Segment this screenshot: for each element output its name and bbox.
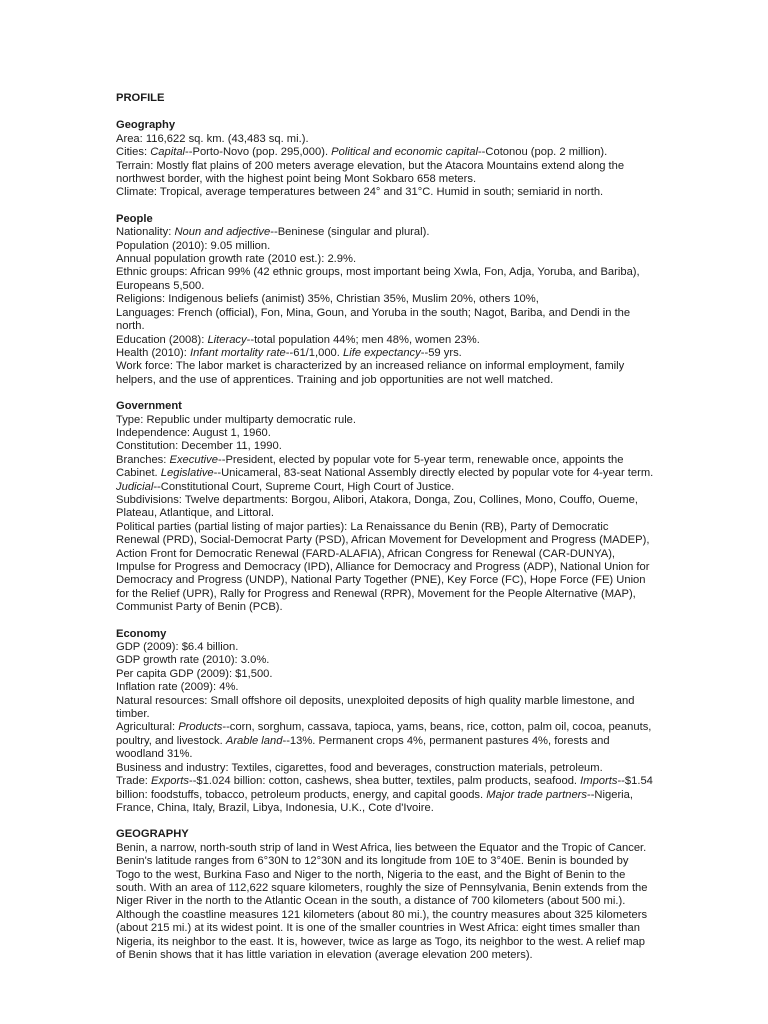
terrain-line: Terrain: Mostly flat plains of 200 meters average elevation, but the Atacora Mountains extend along the northwest border, with the highest point being Mont Sokbaro 658 meters. — [116, 159, 625, 186]
trade-line: Trade: Exports--$1.024 billion: cotton, cashews, shea butter, textiles, palm products, seafood. Imports--$1.54 billion: foodstuffs, tobacco, petroleum products, energy, and capital goods. Major trade partners--Nigeria, France, China, Italy, Brazil, Libya, Indonesia, U.K., Cote d'Ivoire. — [116, 775, 653, 814]
population-line: Population (2010): 9.05 million. — [116, 239, 271, 252]
religions-line: Religions: Indigenous beliefs (animist) 35%, Christian 35%, Muslim 20%, others 10%, — [116, 293, 539, 306]
profile-title: PROFILE — [116, 92, 165, 104]
parties-line: Political parties (partial listing of major parties): La Renaissance du Benin (RB), Party of Democratic Renewal (PRD), Social-Democrat Party (PSD), African Movement for Development and Progress (MADEP), Action Front for Democratic Renewal (FARD-ALAFIA), African Congress for Renewal (CAR-DUNYA), Impulse for Progress and Democracy (IPD), Alliance for Democracy and Progress (ADP), National Union for Democracy and Progress (UNDP), National Party Together (PNE), Key Force (FC), Hope Force (FE) Union for the Relief (UPR), Rally for Progress and Renewal (RPR), Movement for the People Alternative (MAP), Communist Party of Benin (PCB). — [116, 520, 650, 614]
geography-paragraph: Benin, a narrow, north-south strip of land in West Africa, lies between the Equator and the Tropic of Cancer. Benin's latitude ranges from 6°30N to 12°30N and its longitude from 10E to 3°40E. Benin is bounded by Togo to the west, Burkina Faso and Niger to the north, Nigeria to the east, and the Bight of Benin to the south. With an area of 112,622 square kilometers, roughly the size of Pennsylvania, Benin extends from the Niger River in the north to the Atlantic Ocean in the south, a distance of 700 kilometers (about 500 mi.). Although the coastline measures 121 kilometers (about 80 mi.), the country measures about 325 kilometers (about 215 mi.) at its widest point. It is one of the smaller countries in West Africa: eight times smaller than Nigeria, its neighbor to the east. It is, however, twice as large as Togo, its neighbor to the west. A relief map of Benin shows that it has little variation in elevation (average elevation 200 meters). — [116, 841, 648, 961]
government-section — [116, 400, 654, 615]
geography-heading: Geography — [116, 119, 176, 132]
geography-long-section — [116, 828, 654, 962]
agricultural-line: Agricultural: Products--corn, sorghum, cassava, tapioca, yams, beans, rice, cotton, palm oil, cocoa, peanuts, poultry, and livestock. Arable land--13%. Permanent crops 4%, permanent pastures 4%, forests and woodland 31%. — [116, 721, 652, 761]
ethnic-line: Ethnic groups: African 99% (42 ethnic groups, most important being Xwla, Fon, Adja, Yoruba, and Bariba), — [116, 266, 640, 279]
climate-line: Climate: Tropical, average temperatures between 24° and 31°C. Humid in south; semiarid in north. — [116, 186, 604, 199]
education-line: Education (2008): Literacy--total population 44%; men 48%, women 23%. — [116, 333, 480, 346]
subdivisions-line: Subdivisions: Twelve departments: Borgou, Alibori, Atakora, Donga, Zou, Collines, Mono, Couffo, Oueme, Plateau, Atlantique, and Littoral. — [116, 493, 638, 520]
people-heading: People — [116, 212, 153, 225]
industry-line: Business and industry: Textiles, cigarettes, food and beverages, construction materials, petroleum. — [116, 761, 603, 774]
europeans-line: Europeans 5,500. — [116, 279, 205, 292]
languages-line: Languages: French (official), Fon, Mina, Goun, and Yoruba in the south; Nagot, Bariba, and Dendi in the north. — [116, 306, 631, 333]
economy-heading: Economy — [116, 627, 167, 640]
gdp-line: GDP (2009): $6.4 billion. — [116, 641, 239, 654]
branches-line: Branches: Executive--President, elected by popular vote for 5-year term, renewable once, appoints the Cabinet. Legislative--Unicameral, 83-seat National Assembly directly elected by popular vote for 4-year term. Judicial--Constitutional Court, Supreme Court, High Court of Justice. — [116, 453, 654, 493]
nationality-line: Nationality: Noun and adjective--Beninese (singular and plural). — [116, 226, 430, 239]
independence-line: Independence: August 1, 1960. — [116, 426, 271, 439]
workforce-line: Work force: The labor market is characterized by an increased reliance on informal employment, family helpers, and the use of apprentices. Training and job opportunities are not well matched. — [116, 360, 625, 386]
type-line: Type: Republic under multiparty democratic rule. — [116, 413, 357, 426]
per-capita-line: Per capita GDP (2009): $1,500. — [116, 667, 273, 680]
inflation-line: Inflation rate (2009): 4%. — [116, 681, 239, 694]
health-line: Health (2010): Infant mortality rate--61/1,000. Life expectancy--59 yrs. — [116, 346, 462, 359]
growth-line: Annual population growth rate (2010 est.): 2.9%. — [116, 253, 357, 266]
geography-section — [116, 119, 654, 199]
cities-line: Cities: Capital--Porto-Novo (pop. 295,000). Political and economic capital--Cotonou (pop. 2 million). — [116, 146, 608, 159]
people-section — [116, 213, 654, 387]
government-heading: Government — [116, 400, 182, 413]
constitution-line: Constitution: December 11, 1990. — [116, 440, 282, 453]
gdp-growth-line: GDP growth rate (2010): 3.0%. — [116, 654, 270, 667]
economy-section — [116, 628, 654, 816]
document-page — [116, 92, 654, 975]
geography-long-heading: GEOGRAPHY — [116, 828, 189, 841]
area-line: Area: 116,622 sq. km. (43,483 sq. mi.). — [116, 132, 309, 145]
resources-line: Natural resources: Small offshore oil deposits, unexploited deposits of high quality marble limestone, and timber. — [116, 694, 635, 721]
